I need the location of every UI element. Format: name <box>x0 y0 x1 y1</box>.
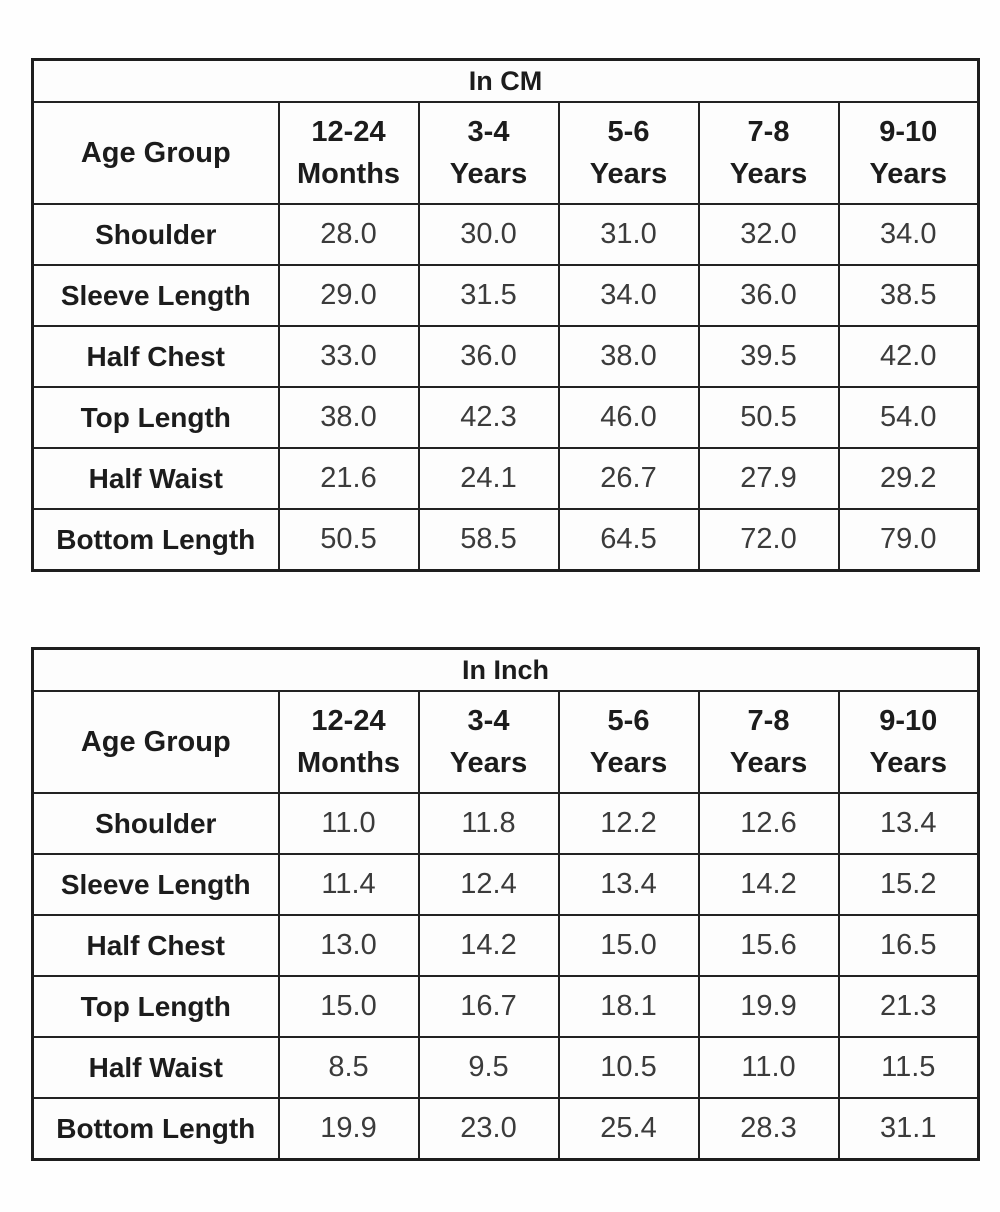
table-row <box>33 387 979 448</box>
table-cell: 34.0 <box>559 265 699 326</box>
corner-header: Age Group <box>33 691 279 793</box>
table-cell: 12.6 <box>699 793 839 854</box>
table-row <box>33 854 979 915</box>
table-cell: 18.1 <box>559 976 699 1037</box>
size-table-inch <box>31 647 980 1161</box>
table-cell: 11.0 <box>279 793 419 854</box>
table-cell: 50.5 <box>279 509 419 571</box>
table-cell: 54.0 <box>839 387 979 448</box>
table-cell: 10.5 <box>559 1037 699 1098</box>
table-header-row <box>33 691 979 793</box>
table-header-row <box>33 102 979 204</box>
table-cell: 72.0 <box>699 509 839 571</box>
table-cell: 16.5 <box>839 915 979 976</box>
table-row <box>33 509 979 571</box>
table-cell: 15.0 <box>279 976 419 1037</box>
table-row <box>33 793 979 854</box>
column-header: 7-8 Years <box>699 691 839 793</box>
corner-header: Age Group <box>33 102 279 204</box>
table-title: In CM <box>33 60 979 103</box>
column-header: 9-10 Years <box>839 102 979 204</box>
table-cell: 12.4 <box>419 854 559 915</box>
table-cell: 11.5 <box>839 1037 979 1098</box>
table-cell: 24.1 <box>419 448 559 509</box>
table-cell: 38.0 <box>279 387 419 448</box>
table-title: In Inch <box>33 649 979 692</box>
table-cell: 13.0 <box>279 915 419 976</box>
table-row <box>33 1037 979 1098</box>
row-label: Bottom Length <box>33 1098 279 1160</box>
table-row <box>33 915 979 976</box>
table-cell: 31.1 <box>839 1098 979 1160</box>
column-header: 9-10 Years <box>839 691 979 793</box>
table-cell: 15.0 <box>559 915 699 976</box>
table-row <box>33 1098 979 1160</box>
table-cell: 9.5 <box>419 1037 559 1098</box>
table-cell: 79.0 <box>839 509 979 571</box>
table-cell: 14.2 <box>699 854 839 915</box>
table-title-row <box>33 60 979 103</box>
table-cell: 11.8 <box>419 793 559 854</box>
table-cell: 19.9 <box>699 976 839 1037</box>
table-cell: 13.4 <box>839 793 979 854</box>
table-cell: 15.6 <box>699 915 839 976</box>
table-cell: 33.0 <box>279 326 419 387</box>
table-title-row <box>33 649 979 692</box>
table-cell: 16.7 <box>419 976 559 1037</box>
table-cell: 31.5 <box>419 265 559 326</box>
row-label: Sleeve Length <box>33 265 279 326</box>
column-header: 5-6 Years <box>559 691 699 793</box>
table-cell: 29.2 <box>839 448 979 509</box>
table-cell: 8.5 <box>279 1037 419 1098</box>
column-header: 5-6 Years <box>559 102 699 204</box>
table-cell: 34.0 <box>839 204 979 265</box>
table-cell: 21.3 <box>839 976 979 1037</box>
row-label: Top Length <box>33 976 279 1037</box>
table-cell: 50.5 <box>699 387 839 448</box>
row-label: Half Chest <box>33 915 279 976</box>
table-cell: 58.5 <box>419 509 559 571</box>
row-label: Bottom Length <box>33 509 279 571</box>
table-cell: 25.4 <box>559 1098 699 1160</box>
table-row <box>33 326 979 387</box>
row-label: Half Waist <box>33 1037 279 1098</box>
table-cell: 64.5 <box>559 509 699 571</box>
column-header: 12-24 Months <box>279 691 419 793</box>
table-cell: 42.3 <box>419 387 559 448</box>
table-cell: 38.0 <box>559 326 699 387</box>
table-cell: 36.0 <box>419 326 559 387</box>
table-cell: 11.0 <box>699 1037 839 1098</box>
table-row <box>33 448 979 509</box>
table-cell: 30.0 <box>419 204 559 265</box>
table-cell: 11.4 <box>279 854 419 915</box>
row-label: Sleeve Length <box>33 854 279 915</box>
row-label: Half Waist <box>33 448 279 509</box>
table-cell: 23.0 <box>419 1098 559 1160</box>
table-row <box>33 976 979 1037</box>
table-cell: 21.6 <box>279 448 419 509</box>
table-cell: 14.2 <box>419 915 559 976</box>
table-cell: 28.3 <box>699 1098 839 1160</box>
table-cell: 26.7 <box>559 448 699 509</box>
table-cell: 36.0 <box>699 265 839 326</box>
table-cell: 39.5 <box>699 326 839 387</box>
table-cell: 27.9 <box>699 448 839 509</box>
row-label: Shoulder <box>33 793 279 854</box>
table-cell: 32.0 <box>699 204 839 265</box>
table-row <box>33 204 979 265</box>
size-table-cm <box>31 58 980 572</box>
table-cell: 19.9 <box>279 1098 419 1160</box>
table-cell: 13.4 <box>559 854 699 915</box>
table-cell: 28.0 <box>279 204 419 265</box>
table-row <box>33 265 979 326</box>
table-cell: 31.0 <box>559 204 699 265</box>
column-header: 3-4 Years <box>419 102 559 204</box>
column-header: 3-4 Years <box>419 691 559 793</box>
table-cell: 46.0 <box>559 387 699 448</box>
table-cell: 15.2 <box>839 854 979 915</box>
column-header: 12-24 Months <box>279 102 419 204</box>
column-header: 7-8 Years <box>699 102 839 204</box>
table-cell: 42.0 <box>839 326 979 387</box>
row-label: Half Chest <box>33 326 279 387</box>
row-label: Shoulder <box>33 204 279 265</box>
table-cell: 38.5 <box>839 265 979 326</box>
table-cell: 12.2 <box>559 793 699 854</box>
row-label: Top Length <box>33 387 279 448</box>
table-cell: 29.0 <box>279 265 419 326</box>
